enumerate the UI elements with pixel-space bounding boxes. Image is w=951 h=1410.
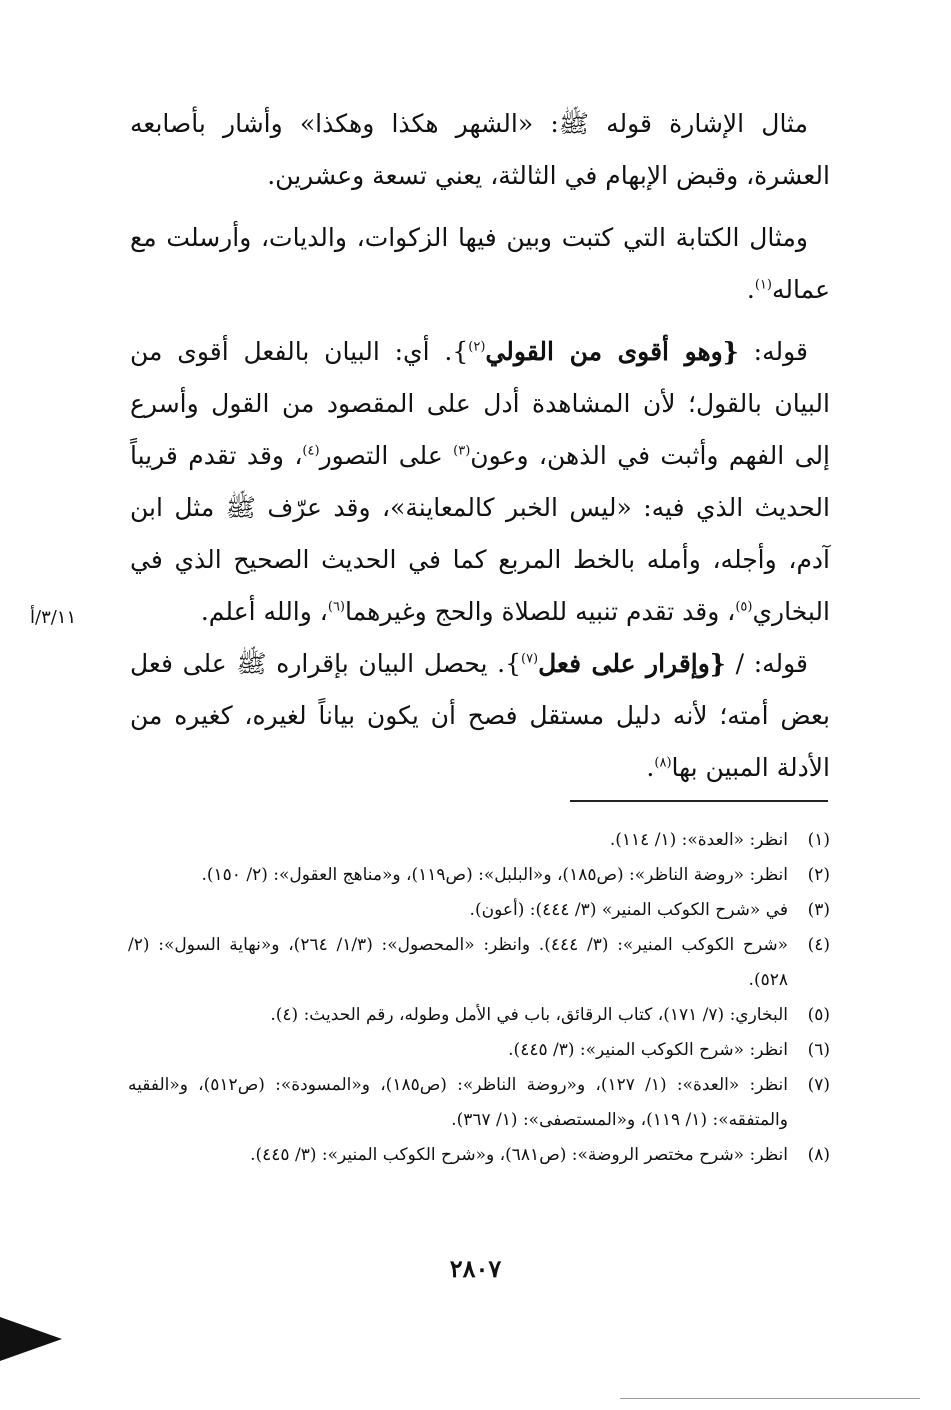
main-text [130, 98, 830, 794]
footnote-number: (٦) [807, 1040, 830, 1060]
footnote-text: انظر: «شرح الكوكب المنير»: (٣/ ٤٤٥). [508, 1040, 788, 1060]
paragraph-2 [130, 212, 830, 316]
paragraph-3 [130, 326, 830, 638]
footnote-text: «شرح الكوكب المنير»: (٣/ ٤٤٤). وانظر: «المحصول»: (١/٣/ ٢٦٤)، و«نهاية السول»: (٢/ ٥٢٨). [128, 935, 788, 990]
footnote-number: (٧) [807, 1075, 830, 1095]
footnote-3 [128, 893, 830, 928]
footnote-number: (٣) [807, 900, 830, 920]
footnote-1 [128, 823, 830, 858]
footnote-number: (٥) [807, 1005, 830, 1025]
footnote-ref-5[interactable]: (٥) [735, 599, 753, 615]
footnote-text: البخاري: (٧/ ١٧١)، كتاب الرقائق، باب في الأمل وطوله، رقم الحديث: (٤). [270, 1005, 788, 1025]
footnote-ref-8[interactable]: (٨) [654, 755, 672, 771]
footnote-5 [128, 998, 830, 1033]
p3-part-a: قوله: [738, 337, 808, 366]
footnote-text: انظر: «العدة»: (١/ ١١٤). [609, 830, 788, 850]
footnote-8 [128, 1138, 830, 1173]
p3-quoted-matn: {وهو أقوى من القولي [485, 337, 739, 366]
footnote-ref-7[interactable]: (٧) [520, 651, 539, 667]
p4-part-a: قوله: / [725, 649, 808, 678]
footnote-text: انظر: «العدة»: (١/ ١٢٧)، و«روضة الناظر»: (ص١٨٥)، و«المسودة»: (ص٥١٢)، و«الفقيه والمتفقه»: (١/ ١١٩)، و«المستصفى»: (١/ ٣٦٧). [128, 1075, 788, 1130]
footnote-number: (١) [807, 830, 830, 850]
paragraph-1: مثال الإشارة قوله ﷺ: «الشهر هكذا وهكذا» وأشار بأصابعه العشرة، وقبض الإبهام في الثالثة، يعني تسعة وعشرين. [130, 109, 830, 190]
footnote-ref-2[interactable]: (٢) [468, 339, 486, 355]
footnote-ref-1[interactable]: (١) [754, 277, 772, 293]
p4-quoted-matn: {وإقرار على فعل [538, 649, 726, 678]
footnote-number: (٨) [807, 1145, 830, 1165]
footnote-7 [128, 1068, 830, 1138]
p4-part-b: }. يحصل البيان بإقراره ﷺ على فعل بعض أمته؛ لأنه دليل مستقل فصح أن يكون بياناً لغيره، كغيره من الأدلة المبين بها [130, 649, 830, 782]
footnote-4 [128, 928, 830, 998]
paragraph-2-text: ومثال الكتابة التي كتبت وبين فيها الزكوات، والديات، وأرسلت مع عماله [130, 223, 830, 304]
footnote-6 [128, 1033, 830, 1068]
manuscript-margin-note: ٣/١١/أ [30, 607, 77, 628]
p3-part-e: ، وقد تقدم تنبيه للصلاة والحج وغيرهما [345, 597, 736, 626]
footnote-ref-4[interactable]: (٤) [302, 443, 320, 459]
page-number: ٢٨٠٧ [449, 1254, 502, 1283]
footnote-ref-3[interactable]: (٣) [453, 443, 471, 459]
footnote-text: انظر: «شرح مختصر الروضة»: (ص٦٨١)، و«شرح الكوكب المنير»: (٣/ ٤٤٥). [250, 1145, 788, 1165]
footnote-separator [570, 800, 828, 802]
footnotes [128, 823, 830, 1173]
footnote-2 [128, 858, 830, 893]
paragraph-2-end: . [746, 275, 755, 304]
p3-part-d: ، وقد تقدم قريباً الحديث الذي فيه: «ليس الخبر كالمعاينة»، وقد عرّف ﷺ مثل ابن آدم، وأجله، وأمله بالخط المربع كما في الحديث الصحيح الذي في البخاري [130, 441, 830, 626]
scan-corner-triangle [0, 1317, 62, 1361]
footnote-text: في «شرح الكوكب المنير» (٣/ ٤٤٤): (أعون). [469, 900, 788, 920]
paragraph-4 [130, 638, 830, 794]
p3-part-f: ، والله أعلم. [200, 597, 328, 626]
p3-part-c: على التصور [319, 441, 454, 470]
p3-part-b: }. أي: البيان بالفعل أقوى من البيان بالقول؛ لأن المشاهدة أدل على المقصود من القول وأسرع إلى الفهم وأثبت في الذهن، وعون [130, 337, 831, 470]
footnote-text: انظر: «روضة الناظر»: (ص١٨٥)، و«البلبل»: (ص١١٩)، و«مناهج العقول»: (٢/ ١٥٠). [201, 865, 788, 885]
footnote-ref-6[interactable]: (٦) [327, 599, 345, 615]
footnote-number: (٢) [807, 865, 830, 885]
p4-part-c: . [646, 753, 655, 782]
footnote-number: (٤) [807, 935, 830, 955]
scan-edge-line [620, 1398, 920, 1399]
